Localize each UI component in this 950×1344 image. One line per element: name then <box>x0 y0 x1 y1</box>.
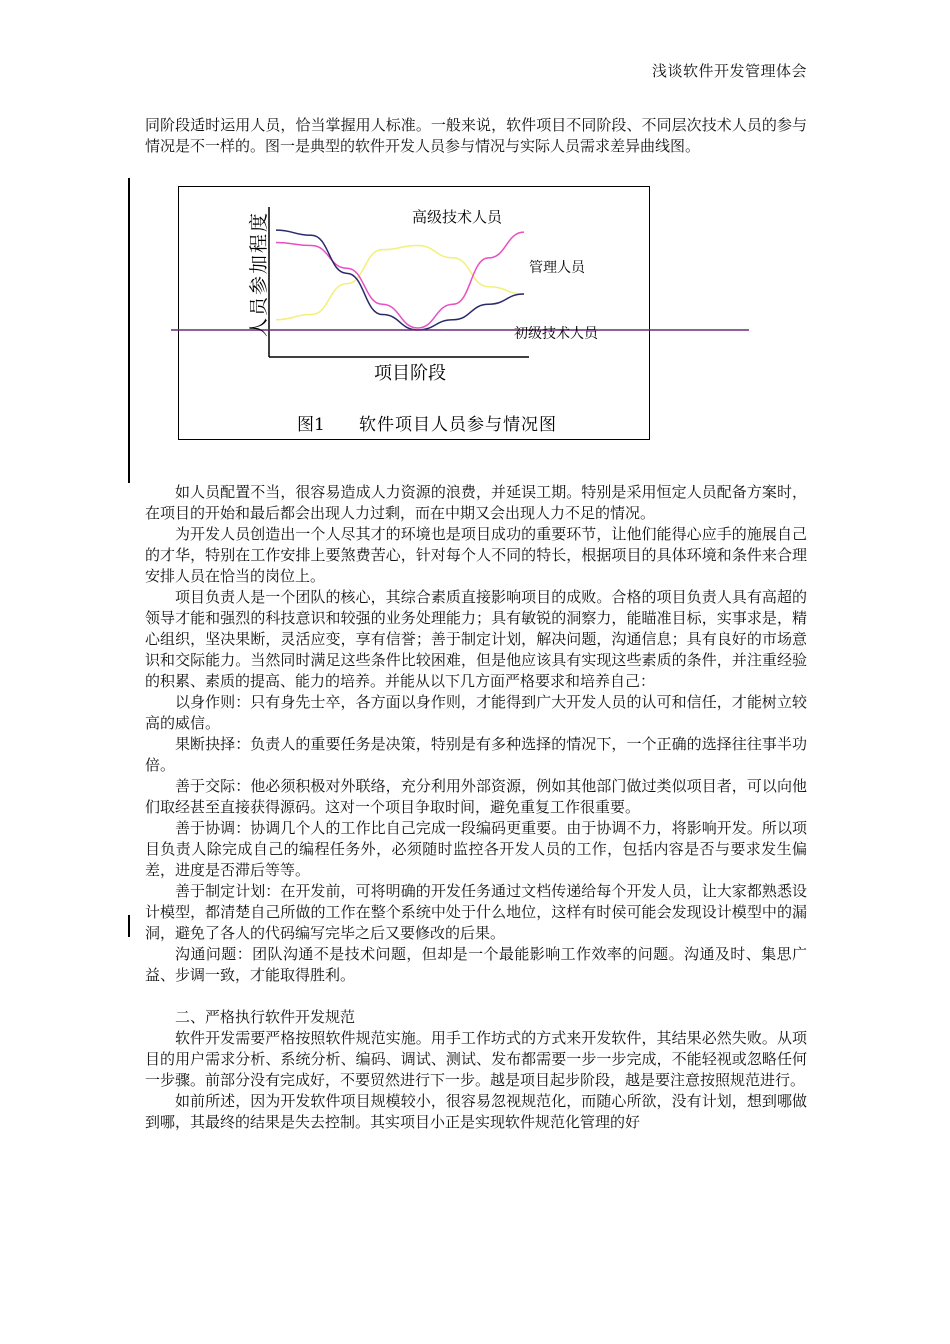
intro-paragraph: 同阶段适时运用人员，恰当掌握用人标准。一般来说，软件项目不同阶段、不同层次技术人员的参与情况是不一样的。图一是典型的软件开发人员参与情况与实际人员需求差异曲线图。 <box>145 116 807 155</box>
label-junior: 初级技术人员 <box>514 326 598 342</box>
section-heading: 二、严格执行软件开发规范 <box>175 1008 356 1026</box>
paragraph: 如前所述，因为开发软件项目规模较小，很容易忽视规范化，而随心所欲，没有计划，想到哪做到哪，其最终的结果是失去控制。其实项目小正是实现软件规范化管理的好 <box>145 1092 807 1131</box>
figure-1 <box>178 186 650 440</box>
series-line-0 <box>276 246 524 320</box>
caption-text: 软件项目人员参与情况图 <box>359 415 557 435</box>
paragraph: 为开发人员创造出一个人尽其才的环境也是项目成功的重要环节，让他们能得心应手的施展自己的才华，特别在工作安排上要煞费苦心，针对每个人不同的特长，根据项目的具体环境和条件来合理安排人员在恰当的岗位上。 <box>145 525 807 585</box>
change-bar <box>128 915 130 937</box>
page-header-title: 浅谈软件开发管理体会 <box>651 62 807 80</box>
paragraph: 果断抉择：负责人的重要任务是决策，特别是有多种选择的情况下，一个正确的选择往往事半功倍。 <box>145 735 807 774</box>
intro-text <box>145 115 807 157</box>
figure-1-chart <box>179 187 651 441</box>
paragraph: 沟通问题：团队沟通不是技术问题，但却是一个最能影响工作效率的问题。沟通及时、集思广益、步调一致，才能取得胜利。 <box>145 945 807 984</box>
series-line-1 <box>276 232 524 328</box>
paragraph: 善于制定计划：在开发前，可将明确的开发任务通过文档传递给每个开发人员，让大家都熟悉设计模型，都清楚自己所做的工作在整个系统中处于什么地位，这样有时侯可能会发现设计模型中的漏洞，避免了各人的代码编写完毕之后又要修改的后果。 <box>145 882 807 942</box>
label-manager: 管理人员 <box>529 260 585 276</box>
paragraph: 善于交际：他必须积极对外联络，充分利用外部资源，例如其他部门做过类似项目者，可以向他们取经甚至直接获得源码。这对一个项目争取时间，避免重复工作很重要。 <box>145 777 807 816</box>
x-axis-label: 项目阶段 <box>374 363 446 384</box>
paragraph: 以身作则：只有身先士卒，各方面以身作则，才能得到广大开发人员的认可和信任，才能树立较高的威信。 <box>145 693 807 732</box>
body-text <box>145 482 807 1133</box>
label-senior: 高级技术人员 <box>412 208 503 226</box>
paragraph: 善于协调：协调几个人的工作比自己完成一段编码更重要。由于协调不力，将影响开发。所以项目负责人除完成自己的编程任务外，必须随时监控各开发人员的工作，包括内容是否与要求发生偏差，进度是否滞后等等。 <box>145 819 807 879</box>
paragraph: 软件开发需要严格按照软件规范实施。用手工作坊式的方式来开发软件，其结果必然失败。从项目的用户需求分析、系统分析、编码、调试、测试、发布都需要一步一步完成，不能轻视或忽略任何一步骤。前部分没有完成好，不要贸然进行下一步。越是项目起步阶段，越是要注意按照规范进行。 <box>145 1029 807 1089</box>
paragraph: 如人员配置不当，很容易造成人力资源的浪费，并延误工期。特别是采用恒定人员配备方案时，在项目的开始和最后都会出现人力过剩，而在中期又会出现人力不足的情况。 <box>145 483 807 522</box>
caption-number: 图1 <box>297 415 325 435</box>
paragraph: 项目负责人是一个团队的核心，其综合素质直接影响项目的成败。合格的项目负责人具有高超的领导才能和强烈的科技意识和较强的业务处理能力；具有敏锐的洞察力，能瞄准目标，实事求是，精心组织，坚决果断，灵活应变，享有信誉；善于制定计划，解决问题，沟通信息；具有良好的市场意识和交际能力。当然同时满足这些条件比较困难，但是他应该具有实现这些素质的条件，并注重经验的积累、素质的提高、能力的培养。并能从以下几方面严格要求和培养自己： <box>145 588 807 690</box>
change-bar <box>128 178 130 483</box>
y-axis-label: 人员参加程度 <box>248 210 270 337</box>
